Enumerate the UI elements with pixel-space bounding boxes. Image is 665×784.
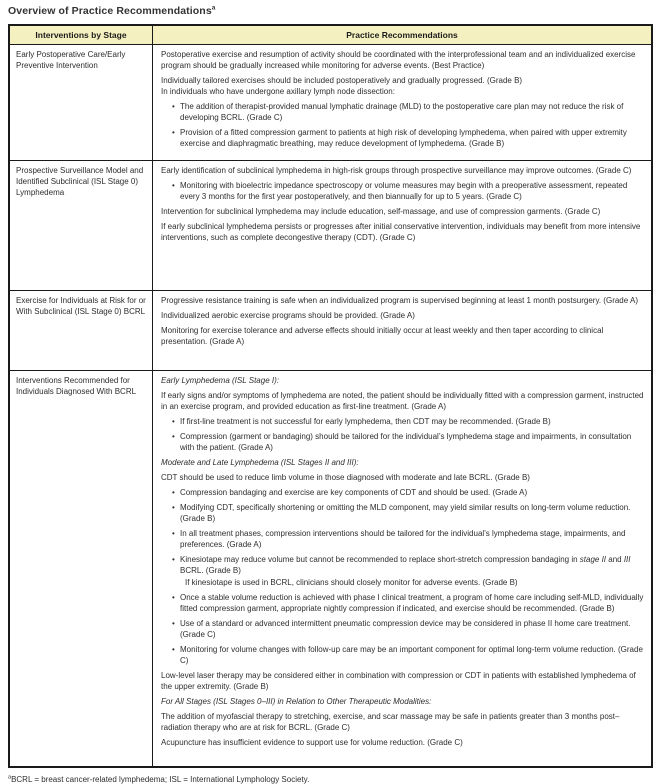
recommendation-para: If early subclinical lymphedema persists or progresses after initial conservative intervention, individuals may benefit from more intensive interventions, such as complete decongestive therapy (CDT). (Grade C) xyxy=(161,222,641,242)
table-header xyxy=(9,25,652,45)
stage-cell xyxy=(9,291,153,371)
recommendation-para: Individualized aerobic exercise programs should be provided. (Grade A) xyxy=(161,311,415,320)
recommendation-para: CDT should be used to reduce limb volume in those diagnosed with moderate and late BCRL. (Grade B) xyxy=(161,473,530,482)
stage-label: Exercise for Individuals at Risk for or With Subclinical (ISL Stage 0) BCRL xyxy=(16,296,146,316)
recommendation-bullet: • Compression bandaging and exercise are key components of CDT and should be used. (Grade A) xyxy=(171,487,645,498)
recommendation-para: Postoperative exercise and resumption of activity should be coordinated with the interprofessional team and an individualized exercise program should be gradually increased while monitoring for adverse events. (Best Practice) xyxy=(161,50,636,70)
recommendation-bullet: • In all treatment phases, compression interventions should be tailored for the individual’s lymphedema stage, impairments, and preferences. (Grade A) xyxy=(171,528,645,550)
practice-recommendations-table xyxy=(8,24,653,768)
stage-cell xyxy=(9,161,153,291)
stage-label: Early Postoperative Care/Early Preventive Intervention xyxy=(16,50,126,70)
table-row xyxy=(9,45,652,161)
recommendation-para: Low-level laser therapy may be considered either in combination with compression or CDT in patients with established lymphedema of the upper extremity. (Grade B) xyxy=(161,671,636,691)
footnote-superscript: a xyxy=(8,774,12,781)
recommendations-cell xyxy=(153,45,653,161)
recommendation-heading: Early Lymphedema (ISL Stage I): xyxy=(161,376,279,385)
column-header-practice-recommendations: Practice Recommendations xyxy=(153,25,653,45)
recommendation-para: Early identification of subclinical lymphedema in high-risk groups through prospective surveillance may improve outcomes. (Grade C) xyxy=(161,166,632,175)
recommendations-cell xyxy=(153,371,653,768)
table-title xyxy=(8,5,657,17)
stage-label: Interventions Recommended for Individuals Diagnosed With BCRL xyxy=(16,376,137,396)
recommendations-cell xyxy=(153,291,653,371)
recommendation-para: Monitoring for exercise tolerance and adverse effects should initially occur at least weekly and then taper according to clinical presentation. (Grade A) xyxy=(161,326,604,346)
stage-label: Prospective Surveillance Model and Identified Subclinical (ISL Stage 0) Lymphedema xyxy=(16,166,144,197)
recommendation-bullet: • Modifying CDT, specifically shortening or omitting the MLD component, may yield similar results on long-term volume reduction. (Grade B) xyxy=(171,502,645,524)
recommendation-bullet: • Kinesiotape may reduce volume but cannot be recommended to replace short-stretch compression bandaging in stage II and III BCRL. (Grade B) xyxy=(171,554,645,576)
recommendation-heading: Moderate and Late Lymphedema (ISL Stages II and III): xyxy=(161,458,359,467)
table-row xyxy=(9,161,652,291)
recommendation-bullet: • If first-line treatment is not successful for early lymphedema, then CDT may be recommended. (Grade B) xyxy=(171,416,645,427)
recommendation-bullet: • The addition of therapist-provided manual lymphatic drainage (MLD) to the postoperative care plan may not reduce the risk of developing BCRL. (Grade C) xyxy=(171,101,645,123)
recommendation-para: The addition of myofascial therapy to stretching, exercise, and scar massage may be safe in patients greater than 3 months post–radiation therapy who are at risk for BCRL. (Grade C) xyxy=(161,712,620,732)
recommendation-subnote: If kinesiotape is used in BCRL, clinicians should closely monitor for adverse events. (Grade B) xyxy=(185,578,518,587)
table-title-superscript: a xyxy=(211,4,216,12)
stage-cell xyxy=(9,45,153,161)
recommendation-bullet: • Monitoring for volume changes with follow-up care may be an important component for optimal long-term volume reduction. (Grade C) xyxy=(171,644,645,666)
footnote-text: BCRL = breast cancer-related lymphedema; ISL = International Lymphology Society. xyxy=(11,775,310,784)
recommendation-bullet: • Provision of a fitted compression garment to patients at high risk of developing lymphedema, when paired with upper extremity exercise and diaphragmatic breathing, may reduce development of lymphedema. (Grade B) xyxy=(171,127,645,149)
recommendation-para: If early signs and/or symptoms of lymphedema are noted, the patient should be individually fitted with a compression garment, instructed in an exercise program, and provided education as first-line treatment. (Grade A) xyxy=(161,391,644,411)
footnote xyxy=(8,775,657,784)
recommendations-cell xyxy=(153,161,653,291)
table-title-text: Overview of Practice Recommendations xyxy=(8,5,212,17)
recommendation-para: Acupuncture has insufficient evidence to support use for volume reduction. (Grade C) xyxy=(161,738,463,747)
recommendation-bullet: • Monitoring with bioelectric impedance spectroscopy or volume measures may begin with a preoperative assessment, repeated every 3 months for the first year postoperatively, and then biannually for up to 5 years. (Grade C) xyxy=(171,180,645,202)
recommendation-para: Individually tailored exercises should be included postoperatively and gradually progressed. (Grade B) xyxy=(161,76,523,85)
recommendation-line: In individuals who have undergone axillary lymph node dissection: xyxy=(161,87,395,96)
table-row xyxy=(9,371,652,768)
stage-cell xyxy=(9,371,153,768)
table-header-row xyxy=(9,25,652,45)
recommendation-bullet: • Compression (garment or bandaging) should be tailored for the individual’s lymphedema stage and impairments, in consultation with the patient. (Grade A) xyxy=(171,431,645,453)
recommendation-heading: For All Stages (ISL Stages 0–III) in Relation to Other Therapeutic Modalities: xyxy=(161,697,432,706)
recommendation-bullet: • Once a stable volume reduction is achieved with phase I clinical treatment, a program of home care including self-MLD, individually fitted compression garment, appropriate nightly compression if indicated, and exercise should be recommended. (Grade B) xyxy=(171,592,645,614)
column-header-interventions-by-stage: Interventions by Stage xyxy=(9,25,153,45)
recommendation-para: Progressive resistance training is safe when an individualized program is supervised beginning at least 1 month postsurgery. (Grade A) xyxy=(161,296,638,305)
table-row xyxy=(9,291,652,371)
recommendation-para: Intervention for subclinical lymphedema may include education, self-massage, and use of compression garments. (Grade C) xyxy=(161,207,601,216)
recommendation-bullet: • Use of a standard or advanced intermittent pneumatic compression device may be considered in phase II home care treatment. (Grade C) xyxy=(171,618,645,640)
table-body xyxy=(9,45,652,768)
